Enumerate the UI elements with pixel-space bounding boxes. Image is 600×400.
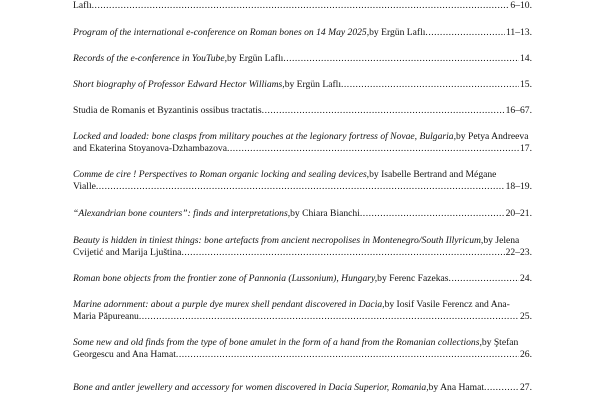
dot-leader [449,273,519,285]
toc-author: by Ştefan [481,337,519,348]
dot-leader [262,105,505,117]
toc-section [73,105,532,117]
toc-entry [73,208,532,220]
dot-leader [96,181,505,193]
toc-pages: 17. [520,143,532,154]
dot-leader [176,349,519,361]
toc-title: Beauty is hidden in tiniest things: bone artefacts from ancient necropolises in Montenegro/South Illyricum, [73,235,484,246]
toc-author-cont: Vialle [73,181,96,192]
toc-title: Comme de cire ! Perspectives to Roman organic locking and sealing devices, [73,169,370,180]
toc-pages: 15. [520,79,532,90]
toc-title: Some new and old finds from the type of bone amulet in the form of a hand from the Romanian collections, [73,337,482,348]
toc-pages: 18–19. [505,181,532,192]
toc-pages: 14. [520,53,532,64]
toc-author: by Ergün Laflı [369,27,426,38]
toc-title: Records of the e-conference in YouTube, [73,53,227,64]
toc-author: by Jelena [483,235,520,246]
toc-title: Bone and antler jewellery and accessory for women discovered in Dacia Superior, Romania, [73,382,429,393]
dot-leader [360,208,505,220]
dot-leader [283,53,519,65]
toc-author: by Petya Andreeva [456,131,529,142]
toc-author: Laflı [73,0,92,11]
toc-entry [73,382,532,394]
toc-entry [73,27,532,39]
dot-leader [139,311,519,323]
toc-pages: 16–67. [505,105,532,116]
toc-pages: 26. [520,349,532,360]
toc-title: Marine adornment: about a purple dye murex shell pendant discovered in Dacia, [73,299,385,310]
toc-pages: 20–21. [505,208,532,219]
toc-pages: 22–23. [505,247,532,258]
toc-author: by Ana Hamat [428,382,485,393]
toc-title: Roman bone objects from the frontier zone of Pannonia (Lussonium), Hungary, [73,273,378,284]
toc-title: Locked and loaded: bone clasps from military pouches at the legionary fortress of Novae, Bulgaria, [73,131,456,142]
toc-title: “Alexandrian bone counters”: finds and interpretations, [73,208,291,219]
toc-pages: 11–13. [505,27,532,38]
toc-entry [73,131,532,155]
toc-entry [73,337,532,361]
dot-leader [92,0,510,12]
toc-title: Short biography of Professor Edward Hector Williams, [73,79,285,90]
toc-author-cont: Maria Păpureanu [73,311,139,322]
toc-title: Program of the international e-conference on Roman bones on 14 May 2025, [73,27,370,38]
toc-author-cont: and Ekaterina Stoyanova-Dzhambazova [73,143,227,154]
toc-pages: 25. [520,311,532,322]
toc-pages: 24. [520,273,532,284]
toc-author-cont: Cvijetić and Marija Ljuština [73,247,182,258]
toc-author-cont: Georgescu and Ana Hamat [73,349,176,360]
toc-entry [73,235,532,259]
toc-author: by Ergün Laflı [227,53,284,64]
dot-leader [484,382,519,394]
toc-entry [73,53,532,65]
dot-leader [425,27,505,39]
toc-entry [73,79,532,91]
toc-entry [73,273,532,285]
section-heading: Studia de Romanis et Byzantinis ossibus tractatis [73,105,262,116]
toc-author: by Ergün Laflı [284,79,341,90]
toc-pages: 6–10. [510,0,532,11]
dot-leader [181,247,504,259]
toc-author: by Chiara Bianchi [290,208,360,219]
toc-entry [73,169,532,193]
toc-author: by Iosif Vasile Ferencz and Ana- [384,299,510,310]
toc-entry [73,0,532,12]
toc-author: by Ferenc Fazekas [377,273,449,284]
toc-author: by Isabelle Bertrand and Mégane [369,169,497,180]
toc-pages: 27. [520,382,532,393]
toc-entry [73,299,532,323]
dot-leader [341,79,519,91]
dot-leader [227,143,519,155]
